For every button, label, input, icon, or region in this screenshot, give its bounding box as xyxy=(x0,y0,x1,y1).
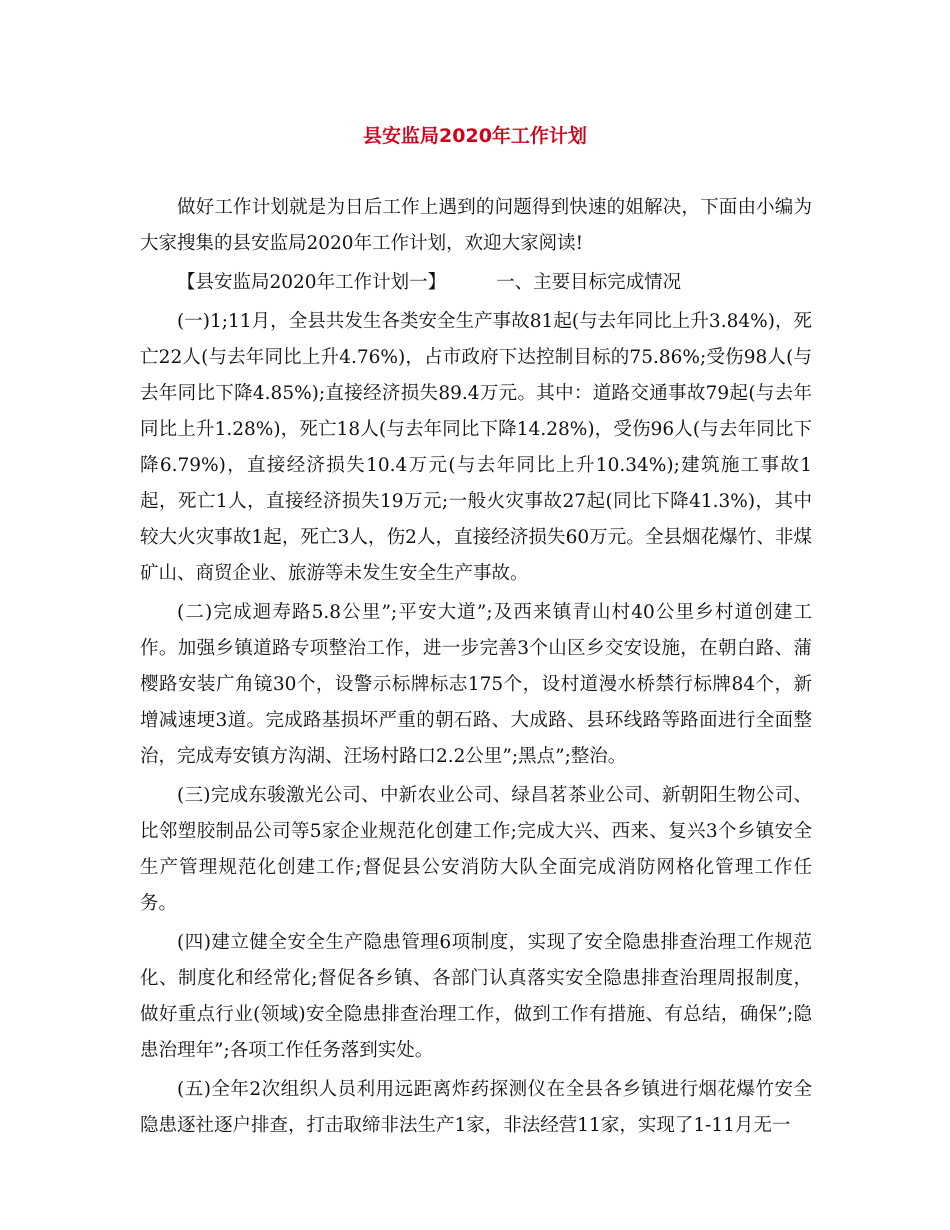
section-heading: 一、主要目标完成情况 xyxy=(496,272,682,293)
intro-paragraph: 做好工作计划就是为日后工作上遇到的问题得到快速的姐解决，下面由小编为大家搜集的县安监局2020年工作计划，欢迎大家阅读! xyxy=(140,197,812,254)
body-paragraph-4: (四)建立健全安全生产隐患管理6项制度，实现了安全隐患排查治理工作规范化、制度化和经常化;督促各乡镇、各部门认真落实安全隐患排查治理周报制度，做好重点行业(领域)安全隐患排查治理工作，做到工作有措施、有总结，确保”;隐患治理年”;各项工作任务落到实处。 xyxy=(140,932,812,1061)
document-title: 县安监局2020年工作计划 xyxy=(363,125,587,147)
body-paragraph-5: (五)全年2次组织人员利用远距离炸药探测仪在全县各乡镇进行烟花爆竹安全隐患逐社逐户排查，打击取缔非法生产1家，非法经营11家，实现了1-11月无一 xyxy=(140,1079,812,1136)
body-paragraph-2: (二)完成迴寿路5.8公里”;平安大道”;及西来镇青山村40公里乡村道创建工作。加强乡镇道路专项整治工作，进一步完善3个山区乡交安设施，在朝白路、蒲樱路安装广角镜30个，设警示标牌标志175个，设村道漫水桥禁行标牌84个，新增减速埂3道。完成路基损坏严重的朝石路、大成路、县环线路等路面进行全面整治，完成寿安镇方沟湖、汪场村路口2.2公里”;黑点”;整治。 xyxy=(140,602,812,767)
body-paragraph-3: (三)完成东骏激光公司、中新农业公司、绿昌茗茶业公司、新朝阳生物公司、比邻塑胶制品公司等5家企业规范化创建工作;完成大兴、西来、复兴3个乡镇安全生产管理规范化创建工作;督促县公安消防大队全面完成消防网格化管理工作任务。 xyxy=(140,785,812,914)
plan-label: 【县安监局2020年工作计划一】 xyxy=(177,272,447,293)
plan-heading-line xyxy=(140,265,812,301)
document-body xyxy=(140,190,812,1147)
body-paragraph-1: (一)1;11月，全县共发生各类安全生产事故81起(与去年同比上升3.84%)，死亡22人(与去年同比上升4.76%)，占市政府下达控制目标的75.86%;受伤98人(与去年同比下降4.85%);直接经济损失89.4万元。其中：道路交通事故79起(与去年同比上升1.28%)，死亡18人(与去年同比下降14.28%)，受伤96人(与去年同比下降6.79%)，直接经济损失10.4万元(与去年同比上升10.34%);建筑施工事故1起，死亡1人，直接经济损失19万元;一般火灾事故27起(同比下降41.3%)，其中较大火灾事故1起，死亡3人，伤2人，直接经济损失60万元。全县烟花爆竹、非煤矿山、商贸企业、旅游等未发生安全生产事故。 xyxy=(140,311,812,584)
